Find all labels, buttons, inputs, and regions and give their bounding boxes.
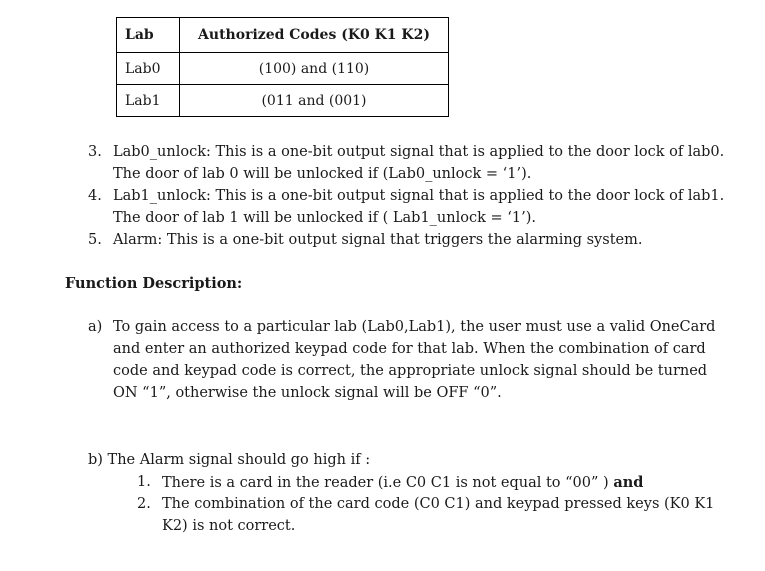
table-header-row <box>117 18 449 53</box>
table-cell-lab: Lab1 <box>117 85 180 117</box>
paragraph-line: To gain access to a particular lab (Lab0,Lab1), the user must use a valid OneCard <box>113 319 716 335</box>
list-item-line: Lab1_unlock: This is a one-bit output signal that is applied to the door lock of lab1. <box>113 188 725 204</box>
paragraph-line: and enter an authorized keypad code for that lab. When the combination of card <box>113 341 706 357</box>
table-cell-lab: Lab0 <box>117 53 180 85</box>
item-intro: b) The Alarm signal should go high if : <box>88 452 371 468</box>
table-cell-codes: (100) and (110) <box>180 53 449 85</box>
sub-list-line: The combination of the card code (C0 C1) and keypad pressed keys (K0 K1 <box>162 496 715 512</box>
section-heading: Function Description: <box>65 275 243 292</box>
paragraph-line: code and keypad code is correct, the appropriate unlock signal should be turned <box>113 363 708 379</box>
table-row <box>117 53 449 85</box>
sub-list-line: K2) is not correct. <box>162 518 296 534</box>
paragraph-line: ON “1”, otherwise the unlock signal will be OFF “0”. <box>113 385 502 401</box>
list-number: 5. <box>88 232 102 248</box>
list-item-line: Alarm: This is a one-bit output signal that triggers the alarming system. <box>113 232 643 248</box>
header-lab: Lab <box>117 18 180 53</box>
table-row <box>117 85 449 117</box>
bold-conjunction: and <box>613 474 644 491</box>
header-codes: Authorized Codes (K0 K1 K2) <box>180 18 449 53</box>
sub-list-text: There is a card in the reader (i.e C0 C1 is not equal to “00” ) <box>162 475 609 491</box>
list-number: 3. <box>88 144 102 160</box>
sub-list-line <box>162 474 643 491</box>
table-cell-codes: (011 and (001) <box>180 85 449 117</box>
authorized-codes-table <box>116 17 449 117</box>
list-item-line: The door of lab 1 will be unlocked if ( Lab1_unlock = ‘1’). <box>113 210 536 226</box>
item-label: a) <box>88 319 103 335</box>
sub-list-number: 1. <box>137 474 151 490</box>
list-item-line: Lab0_unlock: This is a one-bit output signal that is applied to the door lock of lab0. <box>113 144 725 160</box>
sub-list-number: 2. <box>137 496 151 512</box>
list-item-line: The door of lab 0 will be unlocked if (Lab0_unlock = ‘1’). <box>113 166 532 182</box>
list-number: 4. <box>88 188 102 204</box>
